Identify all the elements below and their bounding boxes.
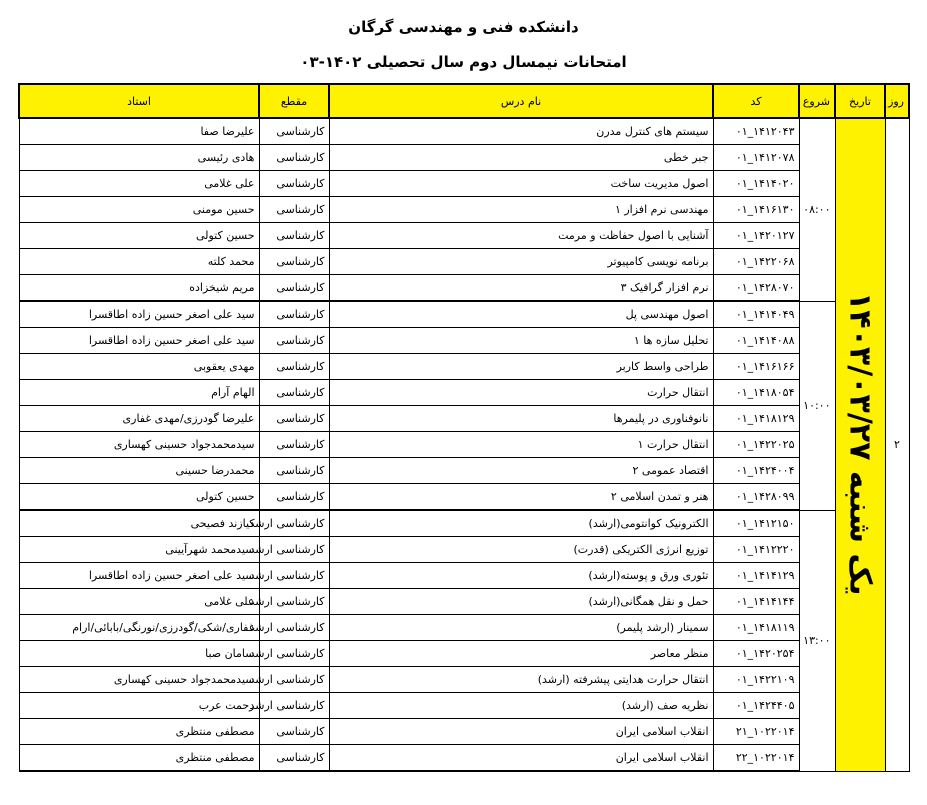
degree-level-cell: کارشناسی [259,223,329,249]
degree-level-cell: کارشناسی [259,328,329,354]
table-row [19,328,909,354]
course-name-cell: هنر و تمدن اسلامی ۲ [329,484,713,511]
course-name-cell: نظریه صف (ارشد) [329,693,713,719]
exam-schedule-title: امتحانات نیمسال دوم سال تحصیلی ۱۴۰۲-۰۳ [300,53,627,71]
course-name-cell: انتقال حرارت ۱ [329,432,713,458]
professor-cell: سید علی اصغر حسین زاده اطاقسرا [19,328,259,354]
column-header-professor: استاد [19,84,259,118]
table-row [19,249,909,275]
professor-cell: رحمت عرب [19,693,259,719]
table-row [19,458,909,484]
start-time-cell: ۱۰:۰۰ [799,301,835,510]
exam-date-label: یک شنبه ۱۴۰۳/۰۳/۲۷ [842,291,878,595]
course-code-cell: ۱۴۱۲۰۷۸_۰۱ [713,145,799,171]
degree-level-cell: کارشناسی [259,380,329,406]
professor-cell: سید علی اصغر حسین زاده اطاقسرا [19,563,259,589]
professor-cell: سامان صبا [19,641,259,667]
degree-level-cell: کارشناسی ارشد [259,537,329,563]
degree-level-cell: کارشناسی [259,354,329,380]
table-row [19,197,909,223]
course-code-cell: ۱۴۲۲۱۰۹_۰۱ [713,667,799,693]
course-name-cell: برنامه نویسی کامپیوتر [329,249,713,275]
table-row [19,223,909,249]
exam-date-cell [835,118,885,771]
course-code-cell: ۱۴۱۸۰۵۴_۰۱ [713,380,799,406]
professor-cell: الهام آرام [19,380,259,406]
course-name-cell: انقلاب اسلامی ایران [329,745,713,772]
degree-level-cell: کارشناسی [259,458,329,484]
table-row [19,510,909,537]
course-code-cell: ۱۰۲۲۰۱۴_۲۲ [713,745,799,772]
course-code-cell: ۱۴۲۰۱۲۷_۰۱ [713,223,799,249]
table-body [19,118,909,771]
table-row [19,301,909,328]
professor-cell: علیرضا گودرزی/مهدی غفاری [19,406,259,432]
course-name-cell: سمینار (ارشد پلیمر) [329,615,713,641]
course-code-cell: ۱۴۱۶۱۶۶_۰۱ [713,354,799,380]
professor-cell: محمدرضا حسینی [19,458,259,484]
degree-level-cell: کارشناسی ارشد [259,693,329,719]
course-name-cell: نانوفناوری در پلیمرها [329,406,713,432]
course-code-cell: ۱۴۲۸۰۷۰_۰۱ [713,275,799,302]
professor-cell: حسین کتولی [19,484,259,511]
table-row [19,589,909,615]
column-header-start: شروع [799,84,835,118]
exam-schedule-table [18,83,910,772]
table-row [19,145,909,171]
table-row [19,484,909,511]
professor-cell: مهدی یعقوبی [19,354,259,380]
course-code-cell: ۱۴۱۸۱۲۹_۰۱ [713,406,799,432]
degree-level-cell: کارشناسی [259,301,329,328]
professor-cell: غفاری/شکی/گودرزی/نورنگی/بابائی/ارام [19,615,259,641]
table-row [19,432,909,458]
column-header-level: مقطع [259,84,329,118]
professor-cell: حسین مومنی [19,197,259,223]
degree-level-cell: کارشناسی [259,171,329,197]
course-name-cell: اقتصاد عمومی ۲ [329,458,713,484]
table-row [19,354,909,380]
course-name-cell: منظر معاصر [329,641,713,667]
course-name-cell: تئوری ورق و پوسته(ارشد) [329,563,713,589]
degree-level-cell: کارشناسی [259,197,329,223]
course-code-cell: ۱۴۲۲۰۶۸_۰۱ [713,249,799,275]
course-code-cell: ۱۴۱۶۱۳۰_۰۱ [713,197,799,223]
degree-level-cell: کارشناسی ارشد [259,615,329,641]
course-code-cell: ۱۴۱۲۰۴۳_۰۱ [713,118,799,145]
professor-cell: محمد کلته [19,249,259,275]
table-row [19,275,909,302]
table-row [19,693,909,719]
degree-level-cell: کارشناسی [259,145,329,171]
degree-level-cell: کارشناسی [259,275,329,302]
table-row [19,641,909,667]
faculty-title: دانشکده فنی و مهندسی گرگان [348,18,579,36]
degree-level-cell: کارشناسی ارشد [259,563,329,589]
course-code-cell: ۱۴۱۴۱۴۴_۰۱ [713,589,799,615]
course-code-cell: ۱۴۱۲۱۵۰_۰۱ [713,510,799,537]
course-code-cell: ۱۴۲۰۲۵۴_۰۱ [713,641,799,667]
degree-level-cell: کارشناسی [259,745,329,772]
column-header-date: تاریخ [835,84,885,118]
table-row [19,719,909,745]
degree-level-cell: کارشناسی [259,484,329,511]
course-code-cell: ۱۴۱۴۰۴۹_۰۱ [713,301,799,328]
table-row [19,745,909,772]
professor-cell: سید علی اصغر حسین زاده اطاقسرا [19,301,259,328]
professor-cell: مریم شیخزاده [19,275,259,302]
degree-level-cell: کارشناسی ارشد [259,667,329,693]
course-code-cell: ۱۴۲۲۰۲۵_۰۱ [713,432,799,458]
degree-level-cell: کارشناسی [259,432,329,458]
course-name-cell: اصول مدیریت ساخت [329,171,713,197]
course-name-cell: جبر خطی [329,145,713,171]
professor-cell: مصطفی منتظری [19,745,259,772]
column-header-course: نام درس [329,84,713,118]
professor-cell: سیدمحمدجواد حسینی کهساری [19,667,259,693]
course-code-cell: ۱۰۲۲۰۱۴_۲۱ [713,719,799,745]
table-header-row [19,84,909,118]
course-code-cell: ۱۴۱۲۲۲۰_۰۱ [713,537,799,563]
degree-level-cell: کارشناسی ارشد [259,641,329,667]
degree-level-cell: کارشناسی [259,118,329,145]
start-time-cell: ۱۳:۰۰ [799,510,835,771]
professor-cell: حسین کتولی [19,223,259,249]
course-name-cell: توزیع انرژی الکتریکی (قدرت) [329,537,713,563]
table-row [19,406,909,432]
professor-cell: سیدمحمد شهرآیینی [19,537,259,563]
course-name-cell: طراحی واسط کاربر [329,354,713,380]
course-name-cell: سیستم های کنترل مدرن [329,118,713,145]
table-row [19,615,909,641]
exam-day-cell: ۲ [885,118,909,771]
course-name-cell: نرم افزار گرافیک ۳ [329,275,713,302]
table-row [19,118,909,145]
professor-cell: علیرضا صفا [19,118,259,145]
table-row [19,380,909,406]
course-code-cell: ۱۴۲۴۴۰۵_۰۱ [713,693,799,719]
column-header-day: روز [885,84,909,118]
table-row [19,171,909,197]
professor-cell: کیازند فصیحی [19,510,259,537]
course-code-cell: ۱۴۱۴۱۲۹_۰۱ [713,563,799,589]
course-code-cell: ۱۴۱۴۰۸۸_۰۱ [713,328,799,354]
professor-cell: سیدمحمدجواد حسینی کهساری [19,432,259,458]
course-name-cell: تحلیل سازه ها ۱ [329,328,713,354]
course-code-cell: ۱۴۲۸۰۹۹_۰۱ [713,484,799,511]
degree-level-cell: کارشناسی [259,406,329,432]
course-name-cell: اصول مهندسی پل [329,301,713,328]
degree-level-cell: کارشناسی ارشد [259,589,329,615]
table-row [19,563,909,589]
degree-level-cell: کارشناسی [259,719,329,745]
course-name-cell: انقلاب اسلامی ایران [329,719,713,745]
degree-level-cell: کارشناسی ارشد [259,510,329,537]
start-time-cell: ۰۸:۰۰ [799,118,835,301]
course-name-cell: آشنایی با اصول حفاظت و مرمت [329,223,713,249]
professor-cell: علی غلامی [19,171,259,197]
table-row [19,537,909,563]
course-code-cell: ۱۴۱۸۱۱۹_۰۱ [713,615,799,641]
course-name-cell: الکترونیک کوانتومی(ارشد) [329,510,713,537]
course-name-cell: انتقال حرارت [329,380,713,406]
professor-cell: هادی رئیسی [19,145,259,171]
course-name-cell: انتقال حرارت هدایتی پیشرفته (ارشد) [329,667,713,693]
course-name-cell: حمل و نقل همگانی(ارشد) [329,589,713,615]
professor-cell: علی غلامی [19,589,259,615]
table-row [19,667,909,693]
column-header-code: کد [713,84,799,118]
degree-level-cell: کارشناسی [259,249,329,275]
professor-cell: مصطفی منتظری [19,719,259,745]
course-code-cell: ۱۴۲۴۰۰۴_۰۱ [713,458,799,484]
course-code-cell: ۱۴۱۴۰۲۰_۰۱ [713,171,799,197]
course-name-cell: مهندسی نرم افزار ۱ [329,197,713,223]
